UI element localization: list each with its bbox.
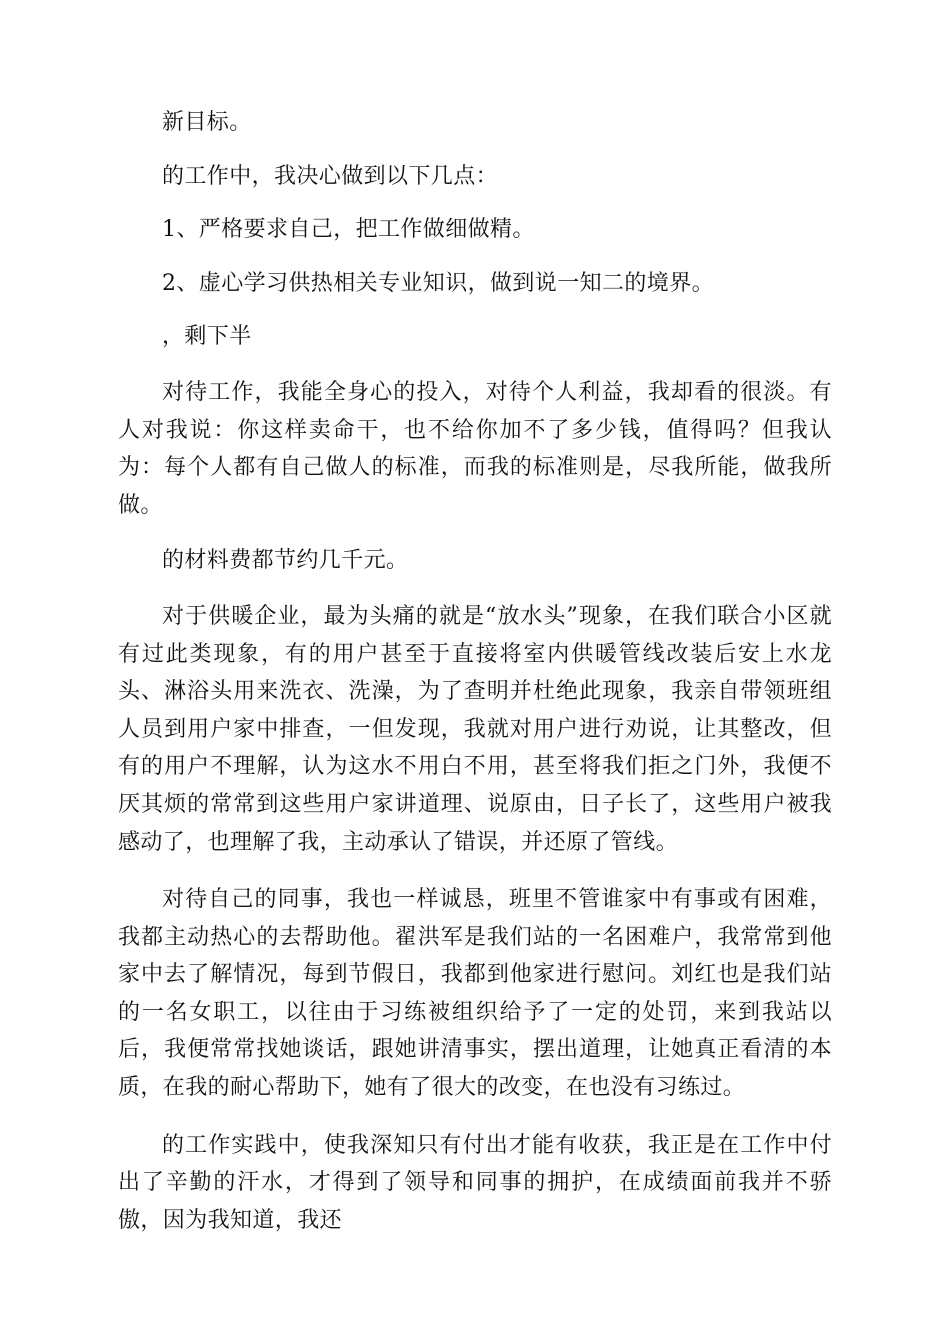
- paragraph-6: 对待工作，我能全身心的投入，对待个人利益，我却看的很淡。有人对我说：你这样卖命干，也不给你加不了多少钱，值得吗？但我认为：每个人都有自己做人的标准，而我的标准则是，尽我所能，做我所做。: [118, 379, 832, 518]
- paragraph-8: 对于供暖企业，最为头痛的就是“放水头”现象，在我们联合小区就有过此类现象，有的用户甚至于直接将室内供暖管线改装后安上水龙头、淋浴头用来洗衣、洗澡，为了查明并杜绝此现象，我亲自带领班组人员到用户家中排查，一但发现，我就对用户进行劝说，让其整改，但有的用户不理解，认为这水不用白不用，甚至将我们拒之门外，我便不厌其烦的常常到这些用户家讲道理、说原由，日子长了，这些用户被我感动了，也理解了我，主动承认了错误，并还原了管线。: [118, 603, 832, 855]
- paragraph-9: 对待自己的同事，我也一样诚恳，班里不管谁家中有事或有困难，我都主动热心的去帮助他。翟洪军是我们站的一名困难户，我常常到他家中去了解情况，每到节假日，我都到他家进行慰问。刘红也是我们站的一名女职工，以往由于习练被组织给予了一定的处罚，来到我站以后，我便常常找她谈话，跟她讲清事实，摆出道理，让她真正看清的本质，在我的耐心帮助下，她有了很大的改变，在也没有习练过。: [118, 887, 832, 1101]
- paragraph-10: 的工作实践中，使我深知只有付出才能有收获，我正是在工作中付出了辛勤的汗水，才得到了领导和同事的拥护，在成绩面前我并不骄傲，因为我知道，我还: [118, 1132, 832, 1233]
- paragraph-5: ，剩下半: [162, 324, 252, 350]
- paragraph-4: 2、虚心学习供热相关专业知识，做到说一知二的境界。: [162, 270, 714, 296]
- paragraph-7: 的材料费都节约几千元。: [162, 548, 409, 574]
- document-page: [118, 104, 832, 1239]
- paragraph-2: 的工作中，我决心做到以下几点：: [162, 163, 499, 189]
- paragraph-1: 新目标。: [162, 110, 252, 135]
- paragraph-3: 1、严格要求自己，把工作做细做精。: [162, 217, 535, 243]
